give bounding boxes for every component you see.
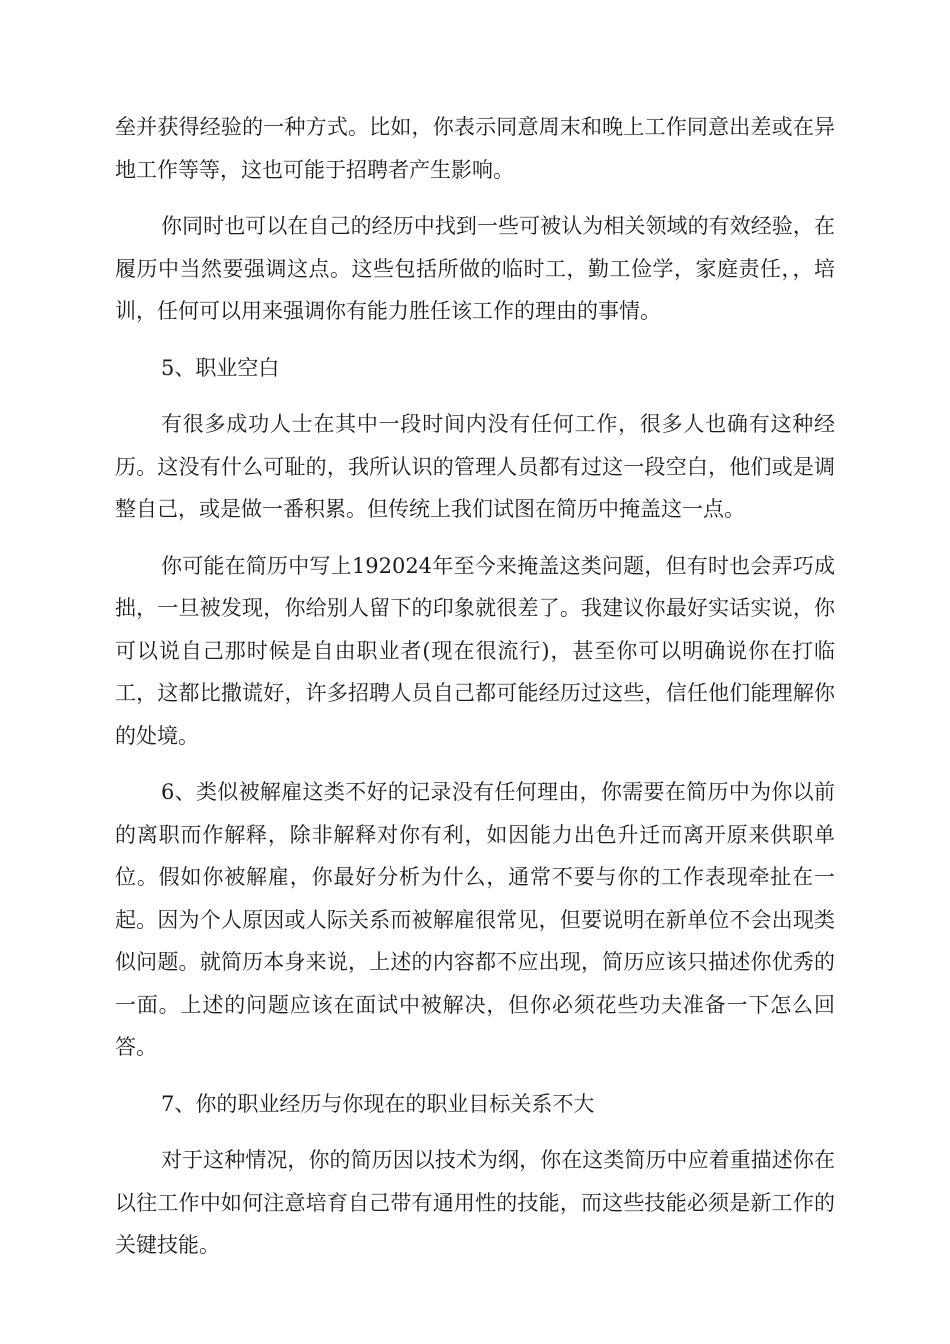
paragraph-continuation: 垒并获得经验的一种方式。比如，你表示同意周末和晚上工作同意出差或在异地工作等等，这也可能于招聘者产生影响。 [115, 115, 835, 182]
paragraph-career-mismatch: 对于这种情况，你的简历因以技术为纲，你在这类简历中应着重描述你在以往工作中如何注意培育自己带有通用性的技能，而这些技能必须是新工作的关键技能。 [115, 1148, 835, 1257]
paragraph-honesty-advice: 你可能在简历中写上192024年至今来掩盖这类问题，但有时也会弄巧成拙，一旦被发现，你给别人留下的印象就很差了。我建议你最好实话实说，你可以说自己那时候是自由职业者(现在很流行)，甚至你可以明确说你在打临工，这都比撒谎好，许多招聘人员自己都可能经历过这些，信任他们能理解你的处境。 [115, 553, 835, 748]
section-heading-career-gap: 5、职业空白 [161, 355, 280, 380]
paragraph-relevant-experience: 你同时也可以在自己的经历中找到一些可被认为相关领域的有效经验，在履历中当然要强调这点。这些包括所做的临时工，勤工俭学，家庭责任，，培训，任何可以用来强调你有能力胜任该工作的理由的事情。 [115, 214, 835, 323]
document-body [115, 106, 835, 1281]
section-heading-career-mismatch: 7、你的职业经历与你现在的职业目标关系不大 [161, 1091, 595, 1116]
paragraph-career-gap: 有很多成功人士在其中一段时间内没有任何工作，很多人也确有这种经历。这没有什么可耻的，我所认识的管理人员都有过这一段空白，他们或是调整自己，或是做一番积累。但传统上我们试图在简历中掩盖这一点。 [115, 412, 835, 521]
paragraph-dismissal: 6、类似被解雇这类不好的记录没有任何理由，你需要在简历中为你以前的离职而作解释，除非解释对你有利，如因能力出色升迁而离开原来供职单位。假如你被解雇，你最好分析为什么，通常不要与你的工作表现牵扯在一起。因为个人原因或人际关系而被解雇很常见，但要说明在新单位不会出现类似问题。就简历本身来说，上述的内容都不应出现，简历应该只描述你优秀的一面。上述的问题应该在面试中被解决，但你必须花些功夫准备一下怎么回答。 [115, 780, 835, 1059]
